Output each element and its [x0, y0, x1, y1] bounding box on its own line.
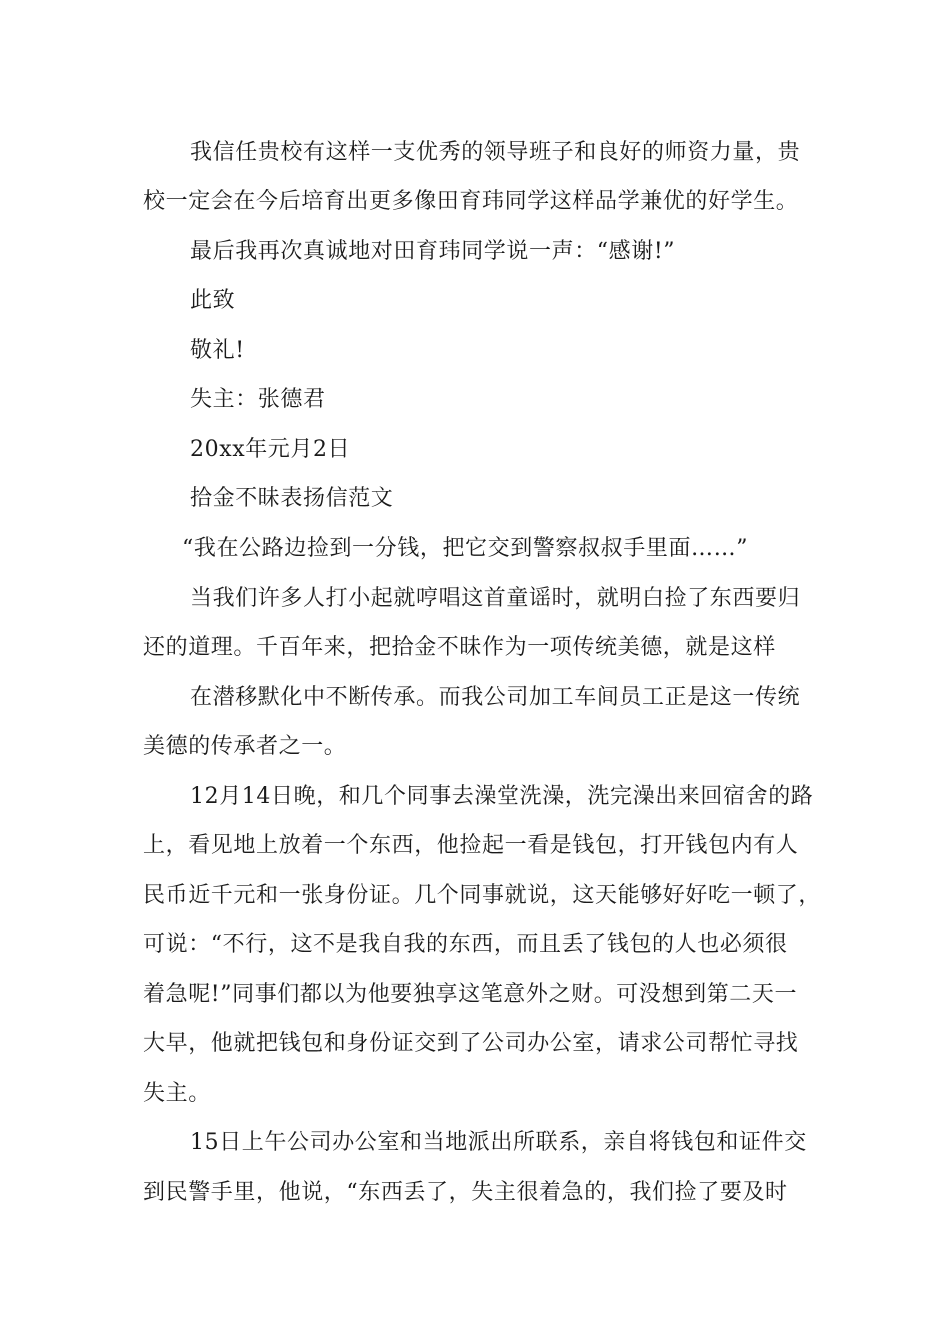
date-line: 20xx年元月2日 — [190, 437, 351, 462]
paragraph-line: 还的道理。千百年来，把拾金不昧作为一项传统美德，就是这样 — [143, 635, 776, 660]
paragraph-line: 我信任贵校有这样一支优秀的领导班子和良好的师资力量，贵 — [190, 140, 801, 165]
paragraph-line: 15日上午公司办公室和当地派出所联系，亲自将钱包和证件交 — [190, 1130, 807, 1155]
paragraph-line: 最后我再次真诚地对田育玮同学说一声：“感谢!” — [190, 239, 676, 264]
closing-salutation: 敬礼! — [190, 338, 245, 363]
paragraph-line: 校一定会在今后培育出更多像田育玮同学这样品学兼优的好学生。 — [143, 189, 799, 214]
quote-line: “我在公路边捡到一分钱，把它交到警察叔叔手里面……” — [182, 536, 749, 561]
signature-line: 失主：张德君 — [190, 387, 326, 412]
paragraph-line: 12月14日晚，和几个同事去澡堂洗澡，洗完澡出来回宿舍的路 — [190, 784, 814, 809]
paragraph-line: 在潜移默化中不断传承。而我公司加工车间员工正是这一传统 — [190, 685, 801, 710]
paragraph-line: 失主。 — [143, 1081, 211, 1106]
paragraph-line: 到民警手里，他说，“东西丢了，失主很着急的，我们捡了要及时 — [143, 1180, 788, 1205]
paragraph-line: 民币近千元和一张身份证。几个同事就说，这天能够好好吃一顿了， — [143, 883, 822, 908]
paragraph-line: 大早，他就把钱包和身份证交到了公司办公室，请求公司帮忙寻找 — [143, 1031, 799, 1056]
paragraph-line: 可说：“不行，这不是我自我的东西，而且丢了钱包的人也必须很 — [143, 932, 788, 957]
paragraph-line: 当我们许多人打小起就哼唱这首童谣时，就明白捡了东西要归 — [190, 586, 801, 611]
closing-salutation: 此致 — [190, 288, 236, 313]
paragraph-line: 上，看见地上放着一个东西，他捡起一看是钱包，打开钱包内有人 — [143, 833, 799, 858]
paragraph-line: 美德的传承者之一。 — [143, 734, 347, 759]
paragraph-line: 着急呢!”同事们都以为他要独享这笔意外之财。可没想到第二天一 — [143, 982, 798, 1007]
section-title: 拾金不昧表扬信范文 — [190, 486, 394, 511]
